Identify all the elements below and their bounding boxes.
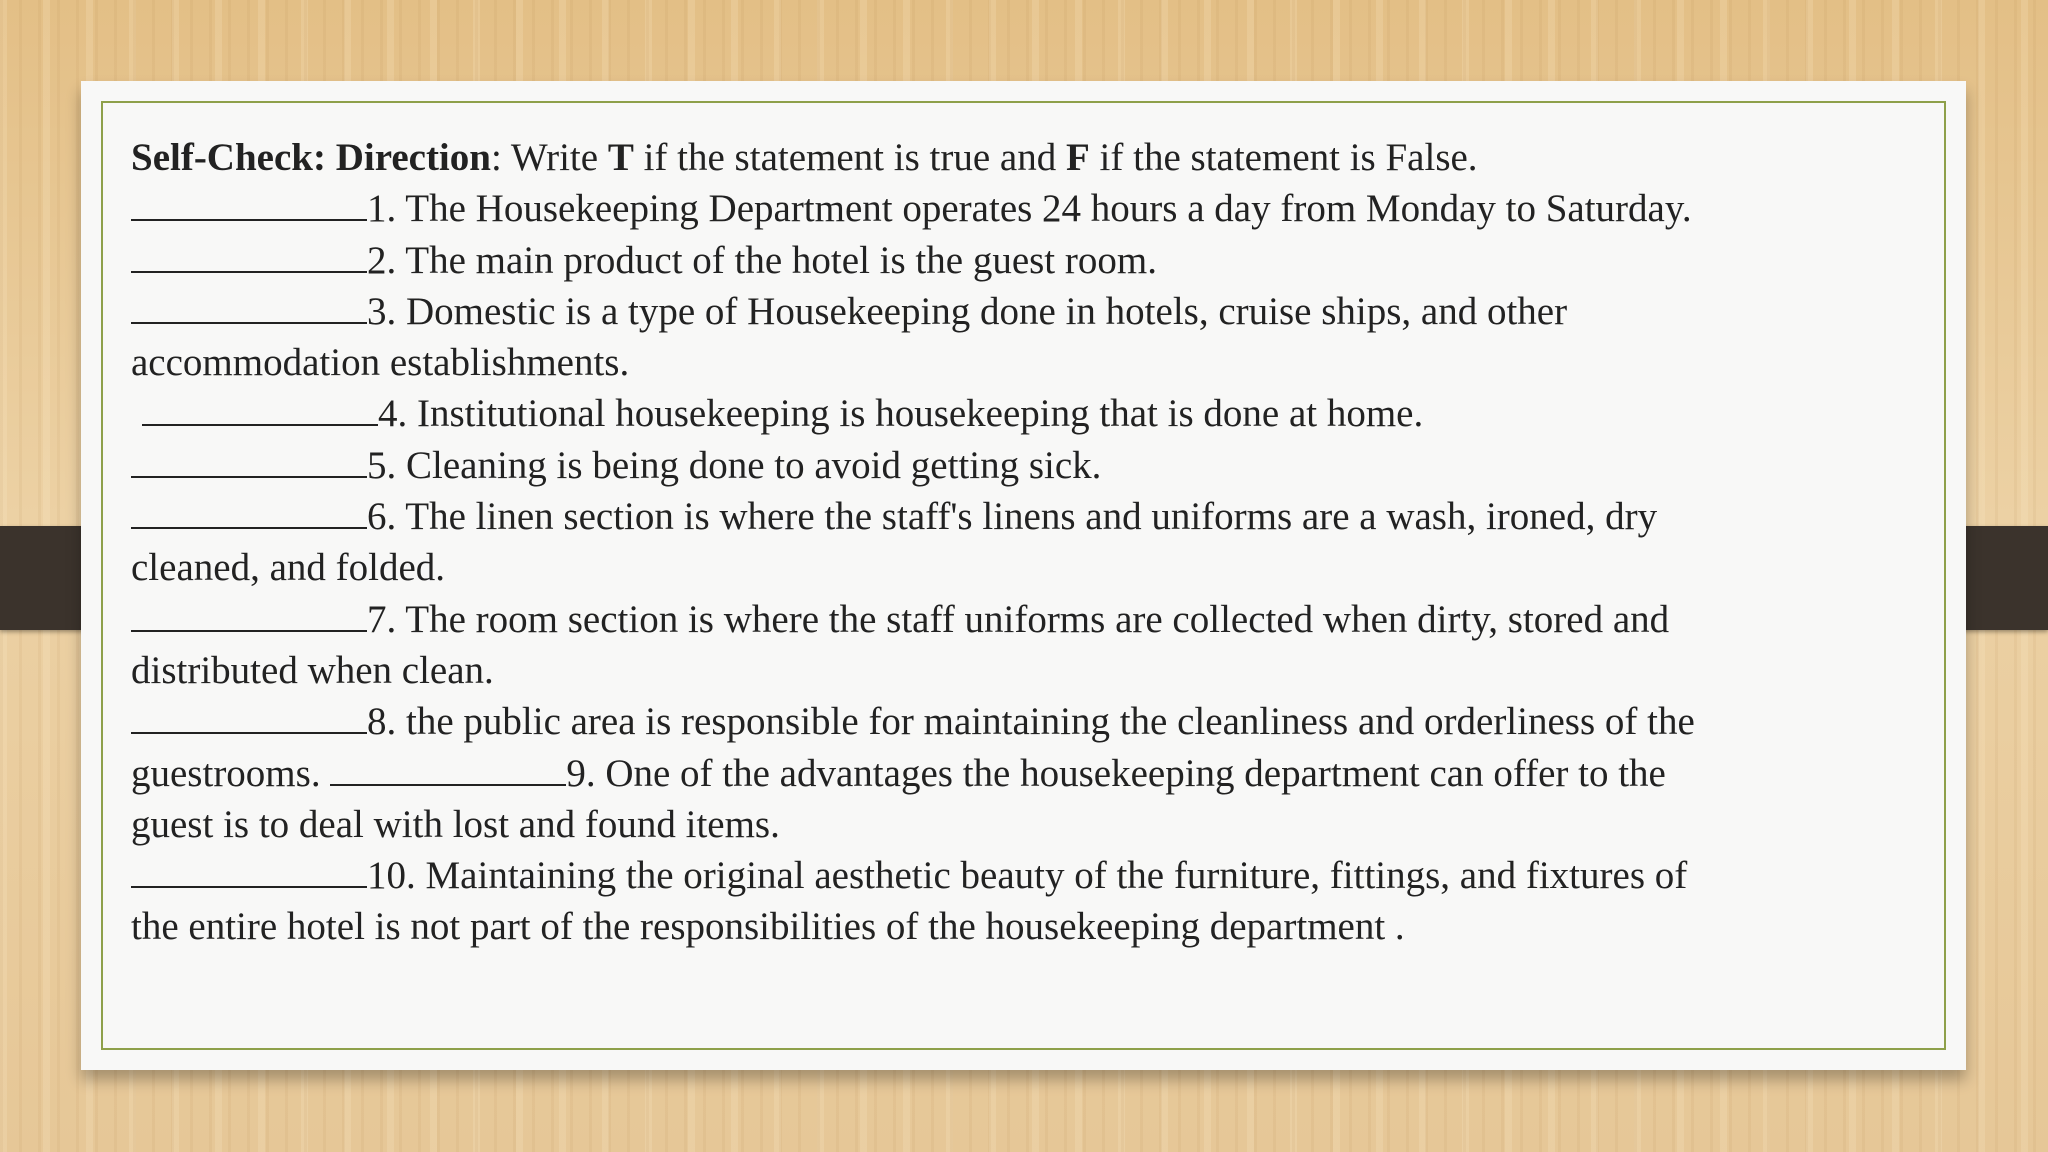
statement-5: 5. Cleaning is being done to avoid getting sick. — [131, 440, 1891, 491]
self-check-label: Self-Check: — [131, 136, 326, 179]
answer-blank-3[interactable] — [131, 288, 367, 324]
statement-8: 8. the public area is responsible for maintaining the cleanliness and orderliness of the — [131, 696, 1891, 747]
answer-blank-9[interactable] — [330, 750, 566, 786]
answer-blank-7[interactable] — [131, 596, 367, 632]
statement-8-continued-and-9: guestrooms. 9. One of the advantages the housekeeping department can offer to the — [131, 751, 1666, 795]
statement-10-continued: the entire hotel is not part of the responsibilities of the housekeeping department . — [131, 905, 1405, 949]
direction-line: Self-Check: Direction: Write T if the statement is true and F if the statement is False. — [131, 136, 1478, 179]
statement-3-continued: accommodation establishments. — [131, 341, 630, 385]
true-letter: T — [607, 136, 634, 179]
statement-6: 6. The linen section is where the staff's linens and uniforms are a wash, ironed, dry — [131, 491, 1891, 542]
statement-10: 10. Maintaining the original aesthetic beauty of the furniture, fittings, and fixtures of — [131, 850, 1891, 901]
statement-1: 1. The Housekeeping Department operates 24 hours a day from Monday to Saturday. — [131, 183, 1891, 234]
false-letter: F — [1065, 136, 1090, 179]
direction-label: Direction — [335, 136, 491, 179]
answer-blank-2[interactable] — [131, 237, 367, 273]
statement-7-continued: distributed when clean. — [131, 648, 494, 692]
statement-2: 2. The main product of the hotel is the guest room. — [131, 235, 1891, 286]
statement-9-continued: guest is to deal with lost and found items. — [131, 802, 780, 846]
answer-blank-10[interactable] — [131, 852, 367, 888]
answer-blank-5[interactable] — [131, 442, 367, 478]
statement-6-continued: cleaned, and folded. — [131, 546, 446, 590]
statement-3: 3. Domestic is a type of Housekeeping done in hotels, cruise ships, and other — [131, 286, 1891, 337]
statement-7: 7. The room section is where the staff uniforms are collected when dirty, stored and — [131, 594, 1891, 645]
self-check-content — [131, 132, 1891, 953]
answer-blank-6[interactable] — [131, 493, 367, 529]
answer-blank-1[interactable] — [131, 185, 367, 221]
answer-blank-8[interactable] — [131, 698, 367, 734]
statement-4: 4. Institutional housekeeping is housekeeping that is done at home. — [131, 388, 1891, 439]
answer-blank-4[interactable] — [142, 390, 378, 426]
